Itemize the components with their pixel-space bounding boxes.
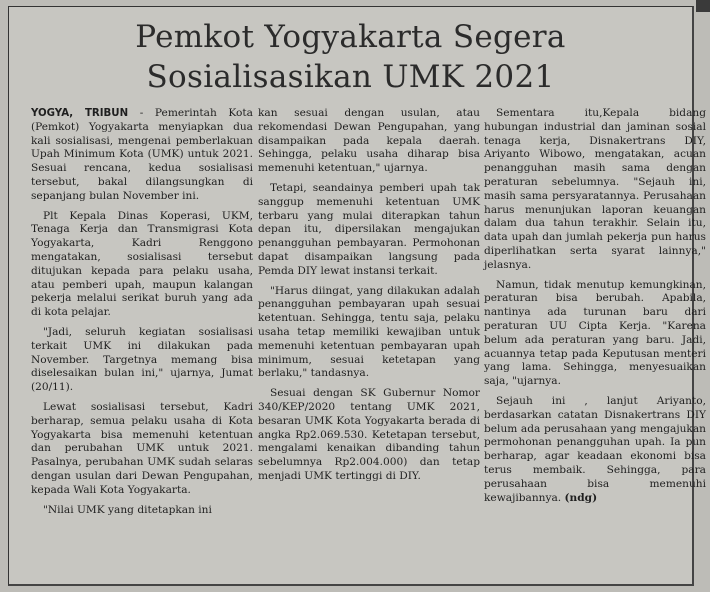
paragraph-text: - Pemerintah Kota (Pemkot) Yogyakarta menyiapkan dua kali sosialisasi, mengenai pemberlakuan Upah Minimum Kota (UMK) untuk 2021. Sesuai rencana, kedua sosialisasi tersebut, bakal dilangsungkan di sepanjang bulan November ini. [31,107,253,202]
author-signoff: (ndg) [564,491,598,504]
dateline: YOGYA, TRIBUN [31,108,129,119]
clipping-edge-mark [696,0,710,12]
headline [9,17,692,97]
paragraph-text: Sejauh ini , lanjut Ariyanto, berdasarkan catatan Disnakertrans DIY belum ada perusahaan yang mengajukan permohonan penangguhan upah. Ia pun berharap, agar keadaan ekonomi bisa terus membaik. Sehingga, para perusahaan bisa memenuhi kewajibannya. [484,394,706,504]
paragraph: Plt Kepala Dinas Koperasi, UKM, Tenaga Kerja dan Transmigrasi Kota Yogyakarta, Kadri Renggono mengatakan, sosialisasi tersebut ditujukan kepada para pelaku usaha, atau pemberi upah, maupun kalangan pekerja melalui serikat buruh yang ada di kota pelajar. [31,209,253,319]
paragraph: "Nilai UMK yang ditetapkan ini [43,503,212,516]
paragraph: kan sesuai dengan usulan, atau rekomendasi Dewan Pengupahan, yang disampaikan pada kepala daerah. Sehingga, pelaku usaha diharap bisa memenuhi ketentuan," ujarnya. [258,107,480,175]
paragraph: Sementara itu,Kepala bidang hubungan industrial dan jaminan sosial tenaga kerja, Disnakertrans DIY, Ariyanto Wibowo, mengatakan, acuan penangguhan masih sama dengan peraturan sebelumnya. "Sejauh ini, masih sama persyaratannya. Perusahaan harus menunjukan laporan keuangan dalam dua tahun terakhir. Selain itu, data upah dan jumlah pekerja pun harus diperlihatkan serta syarat lainnya," jelasnya. [484,107,706,271]
paragraph: Lewat sosialisasi tersebut, Kadri berharap, semua pelaku usaha di Kota Yogyakarta bisa memenuhi ketentuan dan perubahan UMK untuk 2021. Pasalnya, perubahan UMK sudah selaras dengan usulan dari Dewan Pengupahan, kepada Wali Kota Yogyakarta. [31,400,253,496]
column-2 [258,107,480,490]
column-1 [31,107,253,523]
newspaper-clipping [8,6,706,586]
paragraph: Sesuai dengan SK Gubernur Nomor 340/KEP/2020 tentang UMK 2021, besaran UMK Kota Yogyakarta berada di angka Rp2.069.530. Ketetapan tersebut, mengalami kenaikan dibanding tahun sebelumnya Rp2.004.000) dan tetap menjadi UMK tertinggi di DIY. [258,387,480,482]
column-3 [484,107,706,511]
paragraph [484,395,706,505]
paragraph: Namun, tidak menutup kemungkinan, peraturan bisa berubah. Apabila, nantinya ada turunan baru dari peraturan UU Cipta Kerja. "Karena belum ada peraturan yang baru. Jadi, acuannya tetap pada Keputusan menteri yang lama. Sehingga, menyesuaikan saja, "ujarnya. [484,278,706,388]
paragraph: "Jadi, seluruh kegiatan sosialisasi terkait UMK ini dilakukan pada November. Targetnya memang bisa diselesaikan bulan ini," ujarnya, Jumat (20/11). [31,325,253,394]
headline-line-2: Sosialisasikan UMK 2021 [146,59,555,95]
headline-line-1: Pemkot Yogyakarta Segera [135,19,566,55]
paragraph: "Harus diingat, yang dilakukan adalah penangguhan pembayaran upah sesuai ketentuan. Sehingga, tentu saja, pelaku usaha tetap memiliki kewajiban untuk memenuhi ketentuan pembayaran upah minimum, sesuai ketetapan yang berlaku," tandasnya. [258,284,480,380]
paragraph: Tetapi, seandainya pemberi upah tak sanggup memenuhi ketentuan UMK terbaru yang mulai diterapkan tahun depan itu, dipersilakan mengajukan penangguhan pembayaran. Permohonan dapat disampaikan langsung pada Pemda DIY lewat instansi terkait. [258,181,480,277]
paragraph [31,107,253,204]
